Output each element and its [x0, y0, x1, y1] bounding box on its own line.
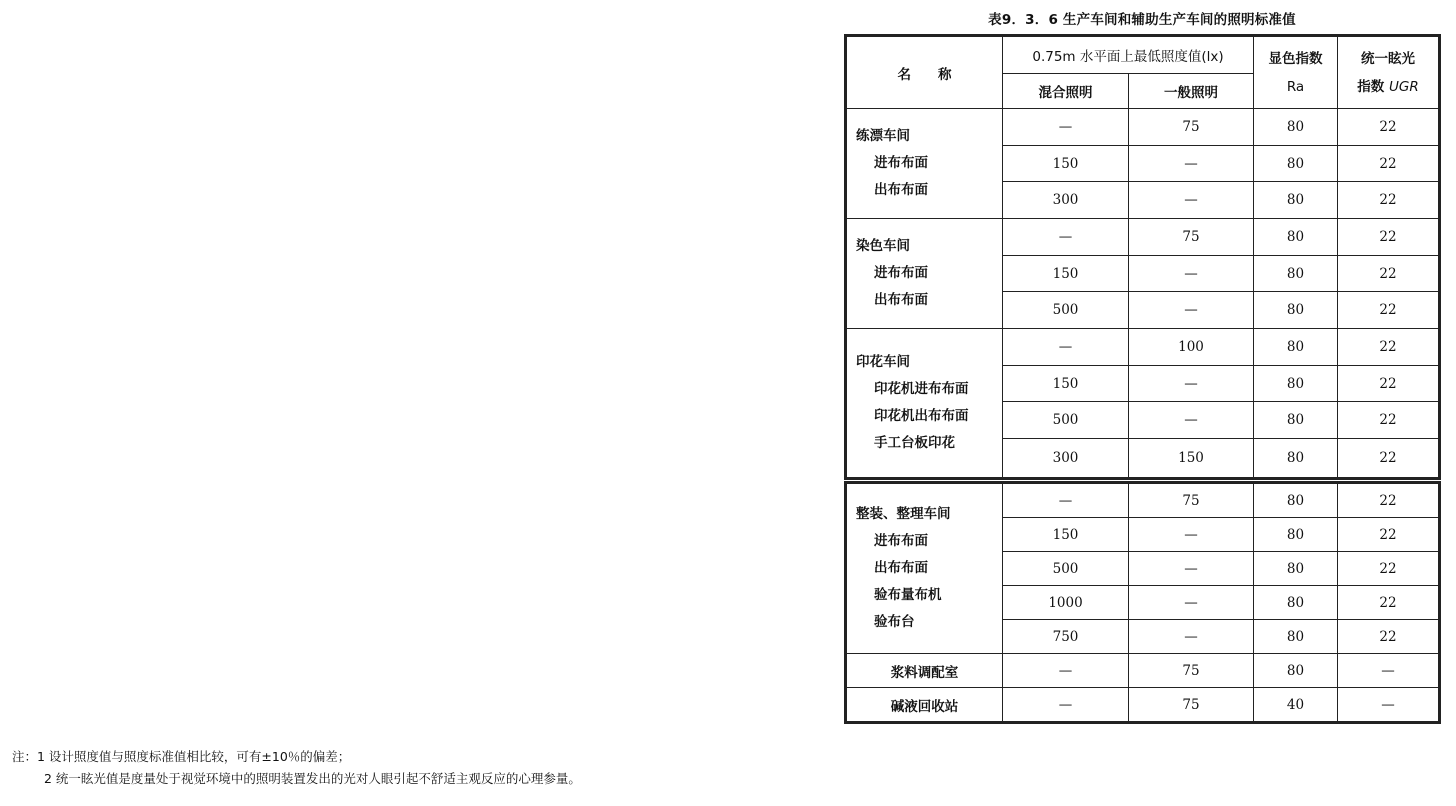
general-lighting-value: 75	[1129, 109, 1254, 146]
group-name-cell	[847, 219, 1003, 329]
group-name-cell	[847, 329, 1003, 478]
mixed-lighting-value: 150	[1003, 256, 1129, 292]
mixed-lighting-value: —	[1003, 484, 1129, 518]
general-lighting-value: —	[1129, 518, 1254, 552]
mixed-lighting-value: 500	[1003, 402, 1129, 439]
mixed-lighting-value: 750	[1003, 620, 1129, 654]
ugr-value: 22	[1338, 484, 1439, 518]
ra-value: 80	[1254, 654, 1338, 688]
group-subitem: 进布布面	[874, 155, 928, 171]
group-subitem: 进布布面	[874, 265, 928, 281]
header-general: 一般照明	[1129, 74, 1254, 109]
note-2: 2 统一眩光值是度量处于视觉环境中的照明装置发出的光对人眼引起不舒适主观反应的心理参量。	[44, 771, 581, 786]
group-subitem: 验布台	[874, 614, 915, 630]
general-lighting-value: —	[1129, 146, 1254, 182]
ugr-value: —	[1338, 688, 1439, 722]
mixed-lighting-value: 300	[1003, 439, 1129, 478]
group-subitem: 进布布面	[874, 533, 928, 549]
mixed-lighting-value: 1000	[1003, 586, 1129, 620]
mixed-lighting-value: 150	[1003, 518, 1129, 552]
group-title: 整装、整理车间	[856, 506, 951, 522]
note-1: 注：1 设计照度值与照度标准值相比较，可有±10％的偏差；	[12, 749, 351, 764]
ra-value: 80	[1254, 552, 1338, 586]
ugr-value: 22	[1338, 109, 1439, 146]
general-lighting-value: 75	[1129, 654, 1254, 688]
ugr-value: 22	[1338, 146, 1439, 182]
mixed-lighting-value: —	[1003, 219, 1129, 256]
table-row	[847, 329, 1439, 366]
header-ugr	[1338, 37, 1439, 109]
mixed-lighting-value: 150	[1003, 366, 1129, 402]
group-name-cell	[847, 484, 1003, 654]
general-lighting-value: —	[1129, 552, 1254, 586]
ra-value: 80	[1254, 484, 1338, 518]
ugr-value: 22	[1338, 292, 1439, 329]
group-title: 印花车间	[856, 354, 910, 370]
group-subitem: 出布布面	[874, 292, 928, 308]
header-ra-line2: Ra	[1286, 78, 1305, 95]
header-illuminance-group: 0.75m 水平面上最低照度值(lx)	[1003, 37, 1254, 74]
table-row	[847, 484, 1439, 518]
general-lighting-value: 75	[1129, 688, 1254, 722]
single-name-cell: 碱液回收站	[847, 688, 1003, 722]
notes	[12, 746, 581, 790]
table-row	[847, 109, 1439, 146]
mixed-lighting-value: —	[1003, 654, 1129, 688]
ugr-value: 22	[1338, 219, 1439, 256]
general-lighting-value: —	[1129, 256, 1254, 292]
ugr-value: 22	[1338, 586, 1439, 620]
ra-value: 80	[1254, 329, 1338, 366]
mixed-lighting-value: —	[1003, 688, 1129, 722]
ugr-value: 22	[1338, 256, 1439, 292]
general-lighting-value: 100	[1129, 329, 1254, 366]
ugr-value: 22	[1338, 329, 1439, 366]
ugr-value: —	[1338, 654, 1439, 688]
lighting-standards-table-part2	[844, 481, 1441, 724]
header-ra	[1254, 37, 1338, 109]
header-ugr-line1: 统一眩光	[1361, 50, 1415, 67]
general-lighting-value: 75	[1129, 219, 1254, 256]
header-mixed: 混合照明	[1003, 74, 1129, 109]
mixed-lighting-value: 300	[1003, 182, 1129, 219]
ugr-value: 22	[1338, 182, 1439, 219]
general-lighting-value: —	[1129, 402, 1254, 439]
group-name-cell	[847, 109, 1003, 219]
mixed-lighting-value: —	[1003, 329, 1129, 366]
group-subitem: 出布布面	[874, 560, 928, 576]
general-lighting-value: —	[1129, 292, 1254, 329]
ra-value: 80	[1254, 620, 1338, 654]
ra-value: 80	[1254, 439, 1338, 478]
ra-value: 80	[1254, 402, 1338, 439]
mixed-lighting-value: 500	[1003, 552, 1129, 586]
header-ra-line1: 显色指数	[1268, 50, 1323, 67]
ugr-value: 22	[1338, 518, 1439, 552]
header-ugr-line2-italic: UGR	[1388, 78, 1419, 95]
ra-value: 80	[1254, 586, 1338, 620]
table-row	[847, 654, 1439, 688]
table-caption: 表9．3．6 生产车间和辅助生产车间的照明标准值	[988, 12, 1296, 28]
single-name-cell: 浆料调配室	[847, 654, 1003, 688]
group-subitem: 验布量布机	[874, 587, 942, 603]
group-subitem: 手工台板印花	[874, 435, 955, 451]
table-row	[847, 688, 1439, 722]
header-name: 名 称	[847, 37, 1003, 109]
ra-value: 80	[1254, 292, 1338, 329]
group-title: 练漂车间	[856, 128, 910, 144]
ra-value: 80	[1254, 182, 1338, 219]
group-subitem: 印花机出布布面	[874, 408, 969, 424]
mixed-lighting-value: —	[1003, 109, 1129, 146]
general-lighting-value: —	[1129, 620, 1254, 654]
table-row	[847, 219, 1439, 256]
ugr-value: 22	[1338, 439, 1439, 478]
ugr-value: 22	[1338, 620, 1439, 654]
general-lighting-value: —	[1129, 586, 1254, 620]
ra-value: 80	[1254, 219, 1338, 256]
header-ugr-line2-prefix: 指数	[1357, 78, 1389, 95]
ra-value: 80	[1254, 518, 1338, 552]
ra-value: 80	[1254, 366, 1338, 402]
group-subitem: 印花机进布布面	[874, 381, 969, 397]
group-subitem: 出布布面	[874, 182, 928, 198]
ra-value: 80	[1254, 146, 1338, 182]
general-lighting-value: —	[1129, 182, 1254, 219]
ugr-value: 22	[1338, 402, 1439, 439]
general-lighting-value: 75	[1129, 484, 1254, 518]
ra-value: 80	[1254, 256, 1338, 292]
ugr-value: 22	[1338, 552, 1439, 586]
lighting-standards-table-part1	[844, 34, 1441, 480]
general-lighting-value: 150	[1129, 439, 1254, 478]
mixed-lighting-value: 500	[1003, 292, 1129, 329]
ra-value: 80	[1254, 109, 1338, 146]
mixed-lighting-value: 150	[1003, 146, 1129, 182]
general-lighting-value: —	[1129, 366, 1254, 402]
group-title: 染色车间	[856, 238, 910, 254]
ugr-value: 22	[1338, 366, 1439, 402]
ra-value: 40	[1254, 688, 1338, 722]
